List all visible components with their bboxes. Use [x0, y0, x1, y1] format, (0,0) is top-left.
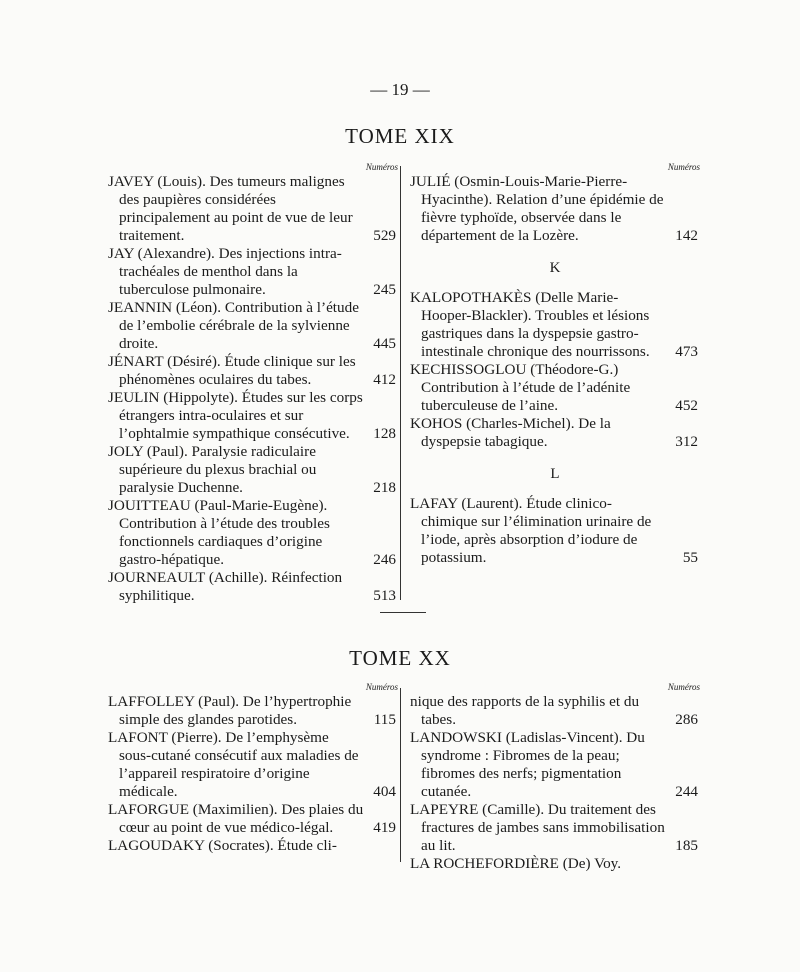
entry-text: JAVEY (Louis). Des tumeurs malignes des paupières considérées principalement au point de vue de leur traitement. — [108, 173, 353, 244]
thesis-entry — [108, 837, 398, 855]
tome-xx-left-column — [108, 682, 398, 855]
numeros-label: Numéros — [667, 162, 700, 172]
entry-text: JAY (Alexandre). Des injections intra-trachéales de menthol dans la tuberculose pulmonaire. — [108, 245, 342, 298]
thesis-entry — [108, 729, 398, 801]
entry-text: LAFAY (Laurent). Étude clinico-chimique sur l’élimination urinaire de l’iode, après absorption d’iodure de potassium. — [410, 495, 652, 566]
thesis-entry — [108, 389, 398, 443]
thesis-entry — [108, 353, 398, 389]
numeros-label: Numéros — [365, 162, 398, 172]
thesis-entry — [410, 495, 700, 567]
section-letter: K — [549, 260, 561, 276]
entry-number: 55 — [682, 549, 698, 566]
entry-number: 412 — [373, 371, 396, 388]
thesis-entry — [410, 693, 700, 729]
entry-number: 245 — [373, 281, 396, 298]
entry-text: KECHISSOGLOU (Théodore-G.) Contribution à l’étude de l’adénite tuberculeuse de l’aine. — [410, 361, 631, 414]
column-divider — [400, 688, 401, 862]
entry-text: JOLY (Paul). Paralysie radiculaire supérieure du plexus brachial ou paralysie Duchenne. — [108, 443, 317, 496]
entry-text: LANDOWSKI (Ladislas-Vincent). Du syndrome : Fibromes de la peau; fibromes des nerfs; pigmentation cutanée. — [410, 729, 645, 800]
entry-number: 185 — [675, 837, 698, 854]
entry-number: 452 — [675, 397, 698, 414]
numeros-label: Numéros — [365, 682, 398, 692]
entry-number: 312 — [675, 433, 698, 450]
thesis-entry — [410, 729, 700, 801]
entry-text: LAPEYRE (Camille). Du traitement des fractures de jambes sans immobilisation au lit. — [410, 801, 665, 854]
entry-text: JÉNART (Désiré). Étude clinique sur les phénomènes oculaires du tabes. — [108, 353, 356, 388]
thesis-entry — [410, 415, 700, 451]
entry-number: 404 — [373, 783, 396, 800]
entry-number: 246 — [373, 551, 396, 568]
thesis-entry — [108, 497, 398, 569]
entry-text: KALOPOTHAKÈS (Delle Marie-Hooper-Blackler). Troubles et lésions gastriques dans la dyspepsie gastro-intestinale chronique des nourrissons. — [410, 289, 650, 360]
thesis-entry — [108, 801, 398, 837]
entry-text: JEULIN (Hippolyte). Études sur les corps étrangers intra-oculaires et sur l’ophtalmie sympathique consécutive. — [108, 389, 363, 442]
thesis-entry — [108, 569, 398, 605]
entry-text: JOUITTEAU (Paul-Marie-Eugène). Contribution à l’étude des troubles fonctionnels cardiaques d’origine gastro-hépatique. — [108, 497, 330, 568]
numeros-label: Numéros — [667, 682, 700, 692]
thesis-entry — [410, 855, 700, 873]
thesis-entry — [410, 801, 700, 855]
entry-number: 142 — [675, 227, 698, 244]
entry-number: 286 — [675, 711, 698, 728]
entry-text: LAFFOLLEY (Paul). De l’hypertrophie simple des glandes parotides. — [108, 693, 352, 728]
tome-xix-title: TOME XIX — [345, 124, 455, 148]
thesis-entry — [410, 173, 700, 245]
thesis-entry — [108, 693, 398, 729]
entry-number: 473 — [675, 343, 698, 360]
tome-xx-right-column — [410, 682, 700, 873]
section-separator — [380, 612, 426, 613]
entry-number: 115 — [373, 711, 396, 728]
entry-number: 513 — [373, 587, 396, 604]
entry-text: nique des rapports de la syphilis et du tabes. — [410, 693, 640, 728]
thesis-entry — [108, 173, 398, 245]
entry-number: 529 — [373, 227, 396, 244]
entry-number: 419 — [373, 819, 396, 836]
section-letter: L — [550, 466, 560, 482]
entry-number: 218 — [373, 479, 396, 496]
entry-text: KOHOS (Charles-Michel). De la dyspepsie tabagique. — [410, 415, 611, 450]
entry-text: JEANNIN (Léon). Contribution à l’étude de l’embolie cérébrale de la sylvienne droite. — [108, 299, 359, 352]
tome-xix-right-column — [410, 162, 700, 567]
entry-text: JOURNEAULT (Achille). Réinfection syphilitique. — [108, 569, 343, 604]
tome-xx-title: TOME XX — [349, 646, 451, 670]
entry-number: 128 — [373, 425, 396, 442]
column-divider — [400, 166, 401, 600]
entry-text: JULIÉ (Osmin-Louis-Marie-Pierre-Hyacinthe). Relation d’une épidémie de fièvre typhoïde, observée dans le département de la Lozère. — [410, 173, 664, 244]
tome-xix-left-column — [108, 162, 398, 605]
thesis-entry — [108, 245, 398, 299]
page-number: — 19 — — [370, 80, 430, 99]
entry-number: 445 — [373, 335, 396, 352]
entry-text: LAFORGUE (Maximilien). Des plaies du cœur au point de vue médico-légal. — [108, 801, 364, 836]
entry-text: LAGOUDAKY (Socrates). Étude cli- — [108, 837, 337, 854]
entry-text: LAFONT (Pierre). De l’emphysème sous-cutané consécutif aux maladies de l’appareil respiratoire d’origine médicale. — [108, 729, 359, 800]
thesis-entry — [108, 443, 398, 497]
entry-text: LA ROCHEFORDIÈRE (De) Voy. — [410, 855, 622, 872]
thesis-entry — [108, 299, 398, 353]
thesis-entry — [410, 289, 700, 361]
entry-number: 244 — [675, 783, 698, 800]
thesis-entry — [410, 361, 700, 415]
